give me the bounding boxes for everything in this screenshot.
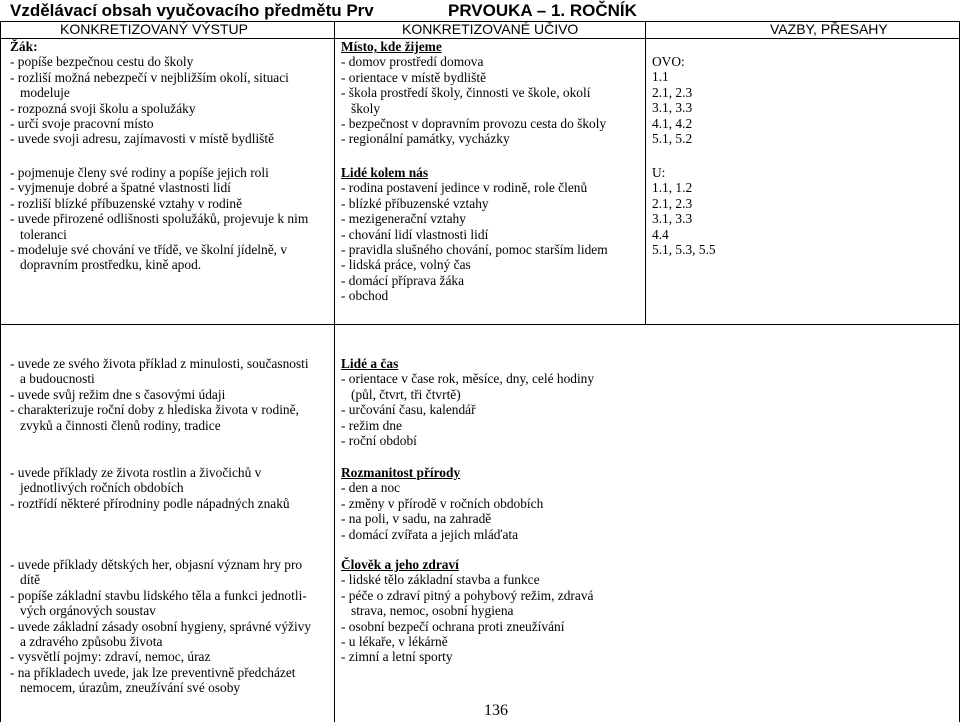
- output-line: dopravním prostředku, kině apod.: [20, 257, 202, 273]
- block2-outputs: [10, 165, 308, 273]
- block5-outputs: [10, 557, 311, 696]
- content-line: - u lékaře, v lékárně: [341, 634, 448, 650]
- content-line: - režim dne: [341, 417, 402, 433]
- output-line: a budoucnosti: [20, 371, 95, 387]
- topic-heading: Rozmanitost přírody: [341, 465, 461, 480]
- output-line: - popíše bezpečnou cestu do školy: [10, 54, 194, 70]
- content-line: - orientace v čase rok, měsíce, dny, celé hodiny: [341, 371, 595, 387]
- output-line: - vyjmenuje dobré a špatné vlastnosti lidí: [10, 180, 231, 196]
- content-line: - domácí zvířata a jejich mláďata: [341, 526, 519, 542]
- output-line: - modeluje své chování ve třídě, ve školní jídelně, v: [10, 242, 288, 258]
- topic-heading: Místo, kde žijeme: [341, 39, 442, 54]
- links-label: U:: [652, 165, 666, 180]
- block3-outputs: [10, 356, 309, 433]
- column-divider-2-head: [645, 21, 646, 38]
- subject-grade-title: PRVOUKA – 1. ROČNÍK: [448, 1, 637, 20]
- link-line: 3.1, 3.3: [652, 211, 693, 227]
- links-label: OVO:: [652, 54, 685, 69]
- block1-content: [341, 39, 606, 147]
- content-line: strava, nemoc, osobní hygiena: [351, 603, 514, 619]
- link-line: 5.1, 5.3, 5.5: [652, 242, 716, 258]
- content-line: - lidská práce, volný čas: [341, 257, 471, 273]
- link-line: 2.1, 2.3: [652, 84, 693, 100]
- link-line: 4.4: [652, 226, 669, 242]
- block3-content: [341, 356, 594, 448]
- output-line: modeluje: [20, 85, 70, 101]
- content-line: - změny v přírodě v ročních obdobích: [341, 495, 544, 511]
- document-header: [0, 0, 960, 22]
- column-divider-1: [334, 21, 335, 722]
- output-line: - vysvětlí pojmy: zdraví, nemoc, úraz: [10, 649, 211, 665]
- table-column-headers: [0, 21, 960, 39]
- content-line: - chování lidí vlastnosti lidí: [341, 226, 489, 242]
- content-line: - pravidla slušného chování, pomoc starším lidem: [341, 242, 608, 258]
- table-row-divider: [0, 324, 960, 325]
- content-line: - na poli, v sadu, na zahradě: [341, 511, 492, 527]
- column-header-content: KONKRETIZOVANÉ UČIVO: [402, 21, 579, 37]
- block1-links: [652, 54, 692, 146]
- output-line: zvyků a činnosti členů rodiny, tradice: [20, 417, 221, 433]
- content-line: - lidské tělo základní stavba a funkce: [341, 572, 540, 588]
- content-line: - blízké příbuzenské vztahy: [341, 195, 489, 211]
- output-line: - popíše základní stavbu lidského těla a funkci jednotli-: [10, 587, 307, 603]
- output-line: - rozliší blízké příbuzenské vztahy v rodině: [10, 195, 243, 211]
- link-line: 1.1: [652, 69, 669, 85]
- document-title: Vzdělávací obsah vyučovacího předmětu Prv: [10, 1, 374, 20]
- link-line: 5.1, 5.2: [652, 131, 693, 147]
- column-header-outputs: KONKRETIZOVANÝ VÝSTUP: [60, 21, 248, 37]
- output-line: - rozpozná svoji školu a spolužáky: [10, 100, 196, 116]
- content-line: - zimní a letní sporty: [341, 649, 453, 665]
- output-line: - uvede svůj režim dne s časovými údaji: [10, 386, 226, 402]
- link-line: 2.1, 2.3: [652, 195, 693, 211]
- block2-links: [652, 165, 716, 257]
- output-line: - uvede příklady ze života rostlin a živočichů v: [10, 465, 262, 480]
- output-line: jednotlivých ročních obdobích: [20, 480, 184, 496]
- output-line: nemocem, úrazům, zneužívání své osoby: [20, 680, 241, 696]
- content-line: - osobní bezpečí ochrana proti zneužívání: [341, 618, 565, 634]
- link-line: 1.1, 1.2: [652, 180, 693, 196]
- content-line: - domov prostředí domova: [341, 54, 484, 70]
- output-line: - na příkladech uvede, jak lze preventivně předcházet: [10, 664, 296, 680]
- block1-outputs: [10, 39, 289, 147]
- topic-heading: Lidé a čas: [341, 356, 399, 371]
- content-line: - mezigenerační vztahy: [341, 211, 466, 227]
- output-line: - uvede základní zásady osobní hygieny, správné výživy: [10, 618, 312, 634]
- content-line: - domácí příprava žáka: [341, 272, 465, 288]
- content-line: - určování času, kalendář: [341, 402, 476, 418]
- output-line: - uvede přirozené odlišnosti spolužáků, projevuje k nim: [10, 211, 309, 227]
- content-line: (půl, čtvrt, tři čtvrtě): [351, 386, 461, 402]
- output-line: - charakterizuje roční doby z hlediska života v rodině,: [10, 402, 299, 418]
- output-line: - uvede ze svého života příklad z minulosti, současnosti: [10, 356, 309, 371]
- output-line: - určí svoje pracovní místo: [10, 116, 154, 132]
- content-line: - obchod: [341, 288, 389, 304]
- output-line: - roztřídí některé přírodniny podle nápadných znaků: [10, 495, 290, 511]
- column-divider-2: [645, 38, 646, 324]
- link-line: 3.1, 3.3: [652, 100, 693, 116]
- output-line: a zdravého způsobu života: [20, 634, 163, 650]
- block4-content: [341, 465, 543, 542]
- output-line: - uvede svoji adresu, zajímavosti v místě bydliště: [10, 131, 275, 147]
- pupil-label: Žák:: [10, 39, 38, 54]
- content-line: - den a noc: [341, 480, 401, 496]
- link-line: 4.1, 4.2: [652, 115, 693, 131]
- content-line: - regionální památky, vycházky: [341, 131, 510, 147]
- output-line: dítě: [20, 572, 41, 588]
- output-line: - rozliší možná nebezpečí v nejbližším okolí, situaci: [10, 69, 289, 85]
- output-line: toleranci: [20, 226, 67, 242]
- column-header-links: VAZBY, PŘESAHY: [770, 21, 888, 37]
- block4-outputs: [10, 465, 290, 511]
- content-line: - orientace v místě bydliště: [341, 69, 487, 85]
- output-line: - pojmenuje členy své rodiny a popíše jejich roli: [10, 165, 269, 180]
- content-line: - rodina postavení jedince v rodině, role členů: [341, 180, 588, 196]
- table-border-left: [0, 21, 1, 722]
- page-number: 136: [484, 702, 508, 719]
- content-line: - péče o zdraví pitný a pohybový režim, zdravá: [341, 587, 594, 603]
- block5-content: [341, 557, 593, 665]
- topic-heading: Člověk a jeho zdraví: [341, 557, 459, 572]
- output-line: - uvede příklady dětských her, objasní význam hry pro: [10, 557, 303, 572]
- content-line: - škola prostředí školy, činnosti ve škole, okolí: [341, 85, 591, 101]
- content-line: - bezpečnost v dopravním provozu cesta do školy: [341, 116, 607, 132]
- output-line: vých orgánových soustav: [20, 603, 156, 619]
- topic-heading: Lidé kolem nás: [341, 165, 429, 180]
- content-line: školy: [351, 100, 381, 116]
- block2-content: [341, 165, 608, 304]
- content-line: - roční období: [341, 433, 417, 449]
